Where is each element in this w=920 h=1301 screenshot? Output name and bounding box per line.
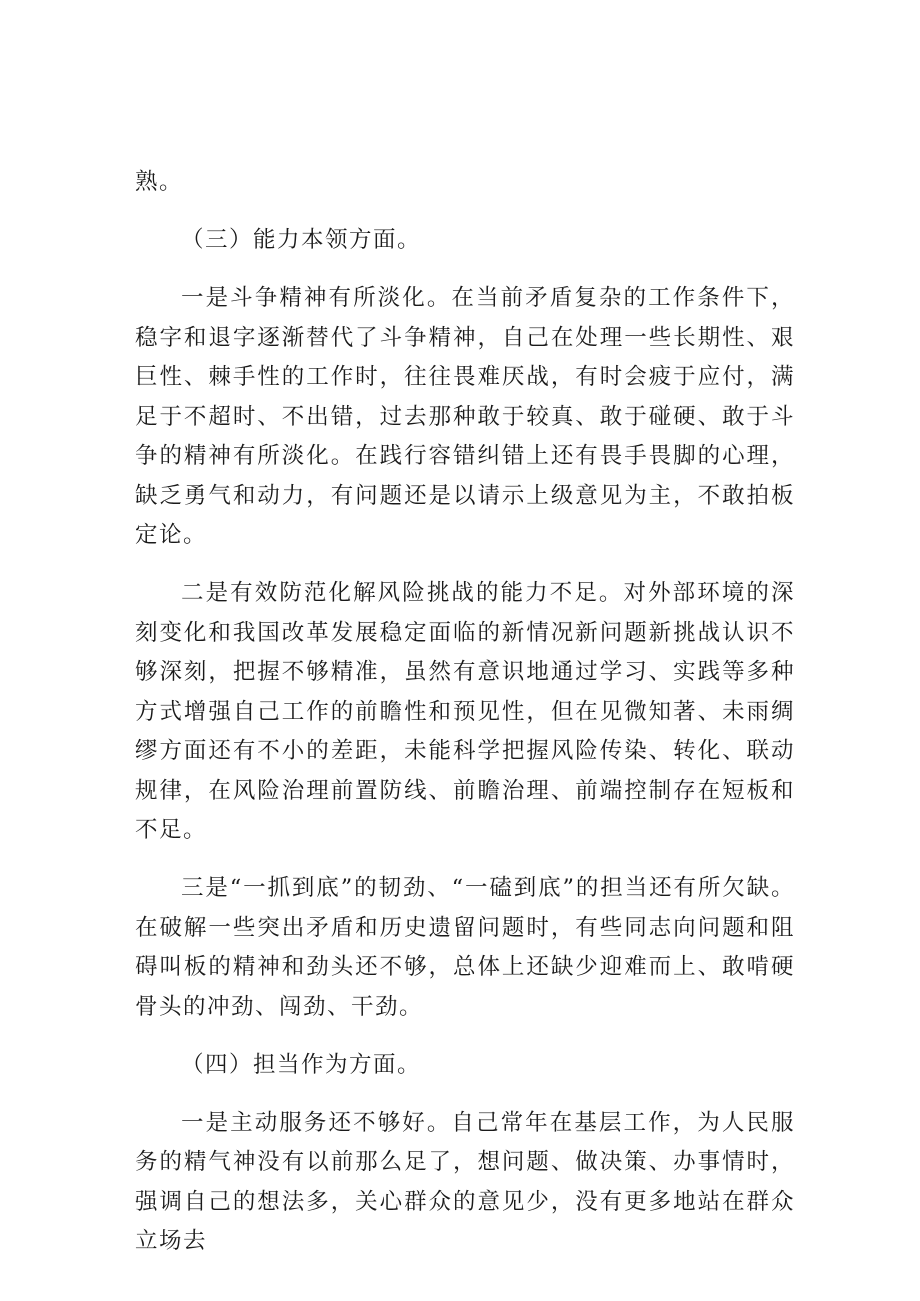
paragraph-risk-prevention: 二是有效防范化解风险挑战的能力不足。对外部环境的深刻变化和我国改革发展稳定面临的新情况新问题新挑战认识不够深刻，把握不够精准，虽然有意识地通过学习、实践等多种方式增强自己工作的前瞻性和预见性，但在见微知著、未雨绸缪方面还有不小的差距，未能科学把握风险传染、转化、联动规律，在风险治理前置防线、前瞻治理、前端控制存在短板和不足。 bbox=[135, 580, 795, 843]
paragraph-persistence: 三是“一抓到底”的韧劲、“一磕到底”的担当还有所欠缺。在破解一些突出矛盾和历史遗留问题时，有些同志向问题和阻碍叫板的精神和劲头还不够，总体上还缺少迎难而上、敢啃硬骨头的冲劲、闯劲、干劲。 bbox=[135, 875, 795, 1020]
section-heading-responsibility: （四）担当作为方面。 bbox=[181, 1051, 422, 1078]
document-body bbox=[135, 163, 795, 1262]
section-heading-ability: （三）能力本领方面。 bbox=[181, 227, 422, 253]
paragraph-struggle-spirit: 一是斗争精神有所淡化。在当前矛盾复杂的工作条件下，稳字和退字逐渐替代了斗争精神，自己在处理一些长期性、艰巨性、棘手性的工作时，往往畏难厌战，有时会疲于应付，满足于不超时、不出错，过去那种敢于较真、敢于碰硬、敢于斗争的精神有所淡化。在践行容错纠错上还有畏手畏脚的心理，缺乏勇气和动力，有问题还是以请示上级意见为主，不敢拍板定论。 bbox=[135, 285, 795, 548]
continuation-text: 熟。 bbox=[135, 169, 184, 195]
paragraph-active-service: 一是主动服务还不够好。自己常年在基层工作，为人民服务的精气神没有以前那么足了，想问题、做决策、办事情时，强调自己的想法多，关心群众的意见少，没有更多地站在群众立场去 bbox=[135, 1109, 795, 1254]
